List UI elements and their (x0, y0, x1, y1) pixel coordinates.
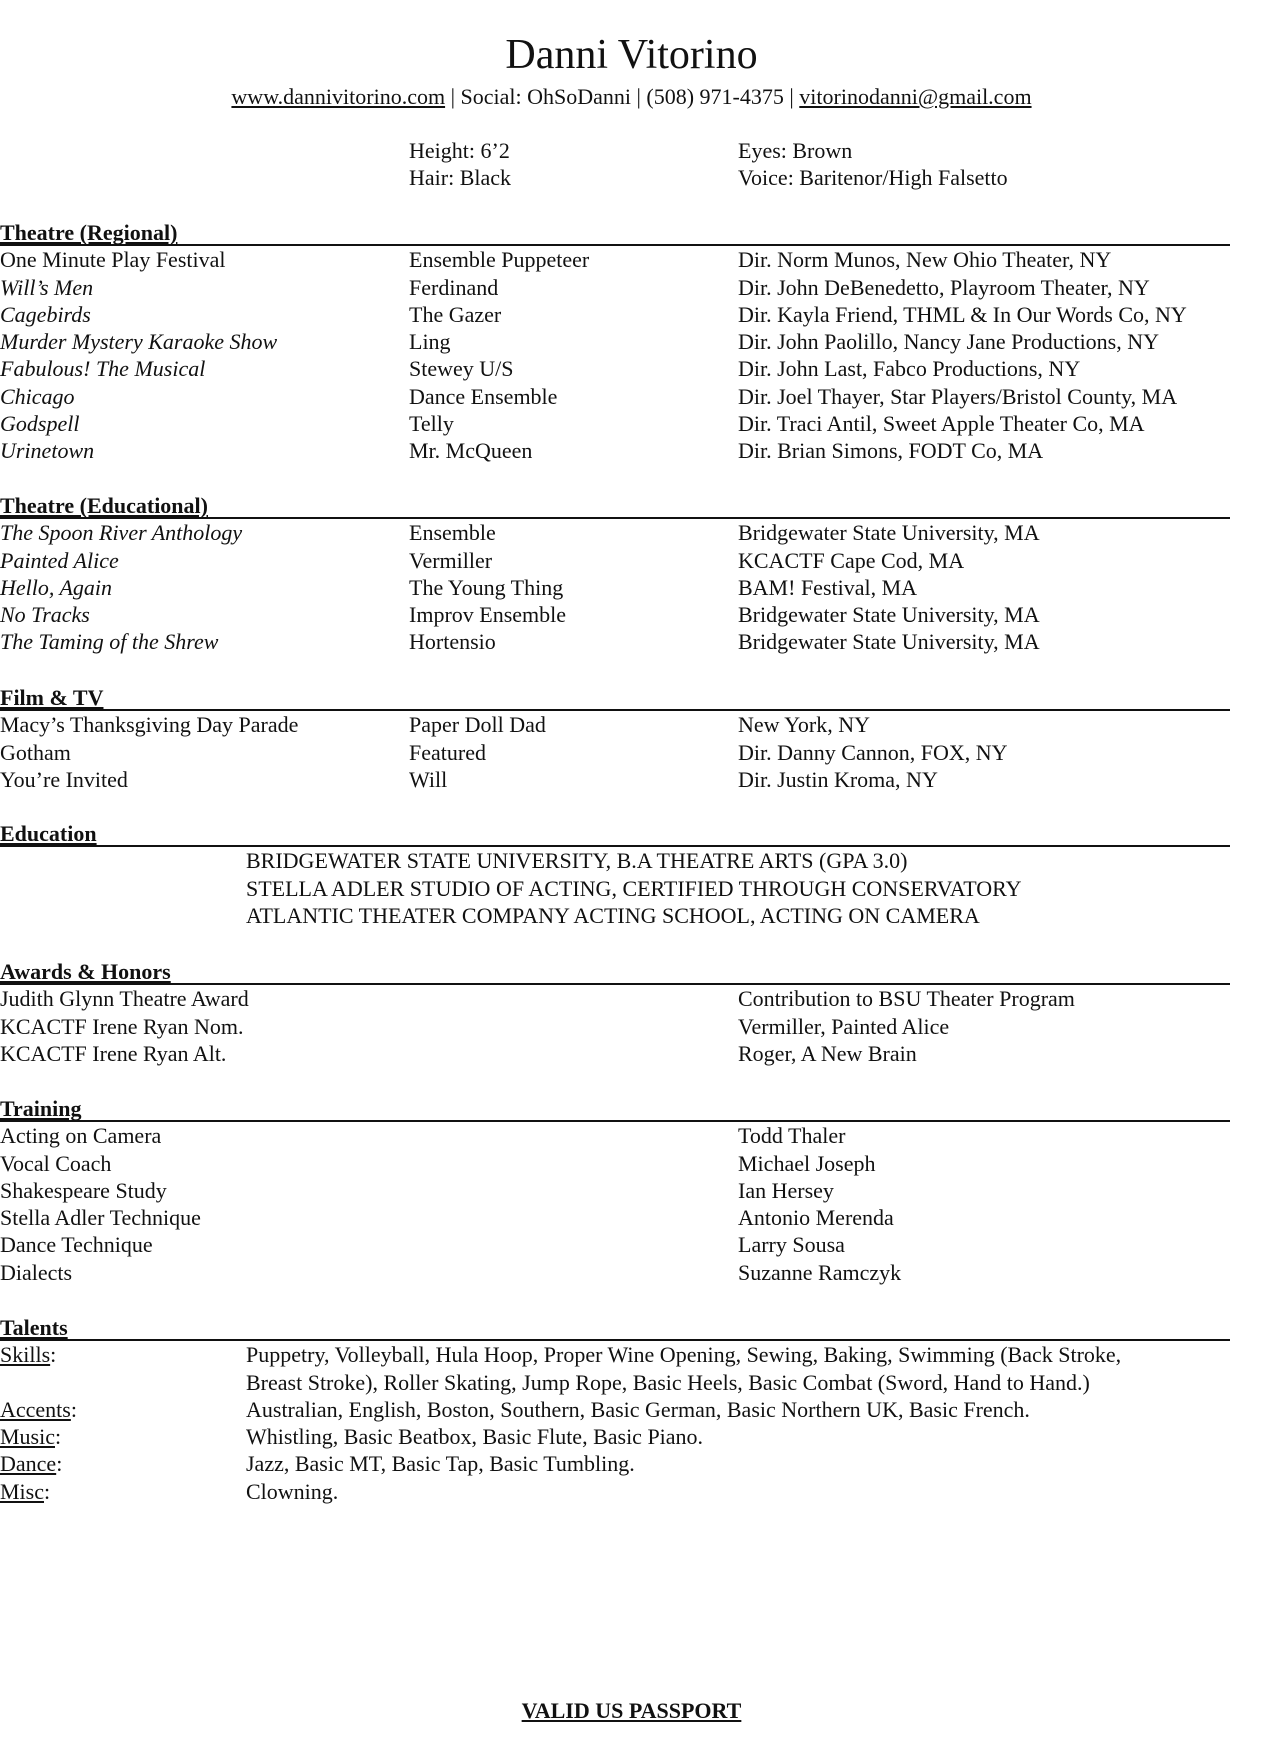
table-row (0, 739, 1230, 766)
entry-title: Macy’s Thanksgiving Day Parade (0, 712, 299, 738)
talent-value: Clowning. (246, 1478, 339, 1504)
table-row (0, 1150, 1230, 1177)
entry-role: Hortensio (409, 629, 496, 655)
colon: : (44, 1478, 51, 1504)
eyes: Eyes: Brown (738, 138, 853, 163)
entry-title: Shakespeare Study (0, 1177, 167, 1203)
entry-title: Cagebirds (0, 301, 91, 327)
entry-detail: Vermiller, Painted Alice (738, 1013, 950, 1039)
list-item (0, 1450, 1230, 1477)
entry-detail: Ian Hersey (738, 1177, 834, 1203)
table-row (0, 301, 1230, 328)
section-heading: Talents (0, 1314, 1230, 1341)
talent-label (0, 1341, 56, 1368)
talent-label (0, 1423, 61, 1450)
list-item (0, 1341, 1230, 1368)
voice: Voice: Baritenor/High Falsetto (738, 165, 1008, 191)
talent-value: Australian, English, Boston, Southern, Basic German, Basic Northern UK, Basic French. (246, 1396, 1030, 1422)
entry-detail: Dir. John Last, Fabco Productions, NY (738, 356, 1081, 382)
table-row (0, 410, 1230, 437)
section-theatre-educational (0, 492, 1230, 656)
entry-detail: BAM! Festival, MA (738, 574, 918, 600)
talent-label-text: Music (0, 1424, 55, 1450)
list-item (0, 1423, 1230, 1450)
entry-title: Judith Glynn Theatre Award (0, 986, 249, 1012)
entry-title: Dialects (0, 1259, 73, 1285)
table-row (0, 383, 1230, 410)
entry-role: Ferdinand (409, 274, 499, 300)
talent-label-text: Dance (0, 1451, 57, 1477)
entry-role: The Young Thing (409, 574, 564, 600)
entry-title: Godspell (0, 411, 80, 437)
table-row (0, 711, 1230, 738)
table-row (0, 1040, 1230, 1067)
entry-role: Improv Ensemble (409, 602, 567, 628)
section-training (0, 1095, 1230, 1286)
table-row (0, 902, 1230, 929)
entry-detail: Dir. John Paolillo, Nancy Jane Productions, NY (738, 329, 1160, 355)
section-heading: Theatre (Regional) (0, 219, 1230, 246)
table-row (0, 274, 1230, 301)
entry-detail: Roger, A New Brain (738, 1040, 917, 1066)
entry-role: Ensemble Puppeteer (409, 247, 590, 273)
separator: | (445, 84, 461, 109)
entry-title: The Taming of the Shrew (0, 629, 219, 655)
entry-title: No Tracks (0, 602, 90, 628)
talent-value: Puppetry, Volleyball, Hula Hoop, Proper Wine Opening, Sewing, Baking, Swimming (Back Stroke, (246, 1342, 1122, 1368)
education-entry: ATLANTIC THEATER COMPANY ACTING SCHOOL, ACTING ON CAMERA (246, 902, 980, 928)
entry-title: Vocal Coach (0, 1150, 112, 1176)
entry-role: Stewey U/S (409, 356, 514, 382)
entry-role: Will (409, 766, 448, 792)
table-row (0, 1177, 1230, 1204)
talent-label (0, 1450, 62, 1477)
table-row (0, 601, 1230, 628)
table-row (0, 246, 1230, 273)
entry-role: Paper Doll Dad (409, 712, 546, 738)
entry-detail: Bridgewater State University, MA (738, 629, 1040, 655)
physical-stats (0, 137, 1263, 192)
entry-detail: New York, NY (738, 712, 871, 738)
table-row (0, 766, 1230, 793)
entry-detail: Dir. Norm Munos, New Ohio Theater, NY (738, 247, 1112, 273)
colon: : (56, 1451, 63, 1477)
entry-role: Featured (409, 739, 486, 765)
entry-detail: Dir. Danny Cannon, FOX, NY (738, 739, 1008, 765)
table-row (0, 1122, 1230, 1149)
entry-title: Chicago (0, 383, 75, 409)
entry-title: Murder Mystery Karaoke Show (0, 329, 278, 355)
resume-name: Danni Vitorino (505, 32, 758, 78)
table-row (0, 437, 1230, 464)
entry-detail: Dir. Brian Simons, FODT Co, MA (738, 438, 1044, 464)
talent-label-text: Misc (0, 1478, 44, 1504)
section-theatre-regional (0, 219, 1230, 465)
website-link[interactable]: www.dannivitorino.com (231, 84, 446, 109)
entry-detail: Dir. John DeBenedetto, Playroom Theater, NY (738, 274, 1150, 300)
entry-title: The Spoon River Anthology (0, 520, 243, 546)
entry-detail: Dir. Kayla Friend, THML & In Our Words Co, NY (738, 301, 1187, 327)
entry-detail: Todd Thaler (738, 1123, 846, 1149)
separator: | (783, 84, 800, 109)
entry-title: Gotham (0, 739, 71, 765)
table-row (0, 1013, 1230, 1040)
entry-title: Painted Alice (0, 547, 119, 573)
section-heading: Awards & Honors (0, 958, 1230, 985)
table-row (0, 628, 1230, 655)
talent-value: Jazz, Basic MT, Basic Tap, Basic Tumbling. (246, 1451, 635, 1477)
section-education (0, 820, 1230, 929)
entry-detail: Michael Joseph (738, 1150, 876, 1176)
section-awards-honors (0, 958, 1230, 1067)
section-heading: Training (0, 1095, 1230, 1122)
phone-number: (508) 971-4375 (646, 84, 784, 109)
talent-label-text: Accents (0, 1396, 71, 1422)
education-entry: STELLA ADLER STUDIO OF ACTING, CERTIFIED THROUGH CONSERVATORY (246, 875, 1022, 901)
entry-title: One Minute Play Festival (0, 247, 226, 273)
section-film-tv (0, 684, 1230, 793)
entry-detail: Bridgewater State University, MA (738, 602, 1040, 628)
section-heading: Education (0, 820, 1230, 847)
entry-title: Dance Technique (0, 1232, 153, 1258)
entry-title: Will’s Men (0, 274, 94, 300)
entry-title: KCACTF Irene Ryan Alt. (0, 1040, 227, 1066)
table-row (0, 985, 1230, 1012)
table-row (0, 547, 1230, 574)
education-entry: BRIDGEWATER STATE UNIVERSITY, B.A THEATRE ARTS (GPA 3.0) (246, 848, 908, 874)
table-row (0, 1259, 1230, 1286)
passport-note: VALID US PASSPORT (521, 1698, 742, 1723)
entry-detail: Dir. Justin Kroma, NY (738, 766, 938, 792)
table-row (0, 1204, 1230, 1231)
entry-title: Acting on Camera (0, 1123, 162, 1149)
entry-role: Ling (409, 329, 451, 355)
entry-detail: Contribution to BSU Theater Program (738, 986, 1075, 1012)
table-row (0, 847, 1230, 874)
entry-detail: KCACTF Cape Cod, MA (738, 547, 965, 573)
hair: Hair: Black (409, 165, 512, 191)
entry-role: Telly (409, 411, 454, 437)
colon: : (50, 1342, 57, 1368)
list-item (0, 1396, 1230, 1423)
entry-role: Mr. McQueen (409, 438, 533, 464)
table-row (0, 355, 1230, 382)
entry-title: Hello, Again (0, 574, 113, 600)
table-row (0, 574, 1230, 601)
table-row (0, 1231, 1230, 1258)
separator: | (630, 84, 647, 109)
entry-title: You’re Invited (0, 766, 128, 792)
colon: : (70, 1396, 77, 1422)
contact-line (0, 83, 1263, 111)
entry-detail: Antonio Merenda (738, 1205, 894, 1231)
email-link[interactable]: vitorinodanni@gmail.com (799, 84, 1032, 109)
entry-title: KCACTF Irene Ryan Nom. (0, 1013, 244, 1039)
social-handle: Social: OhSoDanni (460, 84, 631, 109)
entry-role: Ensemble (409, 520, 496, 546)
entry-role: The Gazer (409, 301, 502, 327)
talent-label (0, 1396, 77, 1423)
section-heading: Theatre (Educational) (0, 492, 1230, 519)
height: Height: 6’2 (409, 138, 510, 163)
entry-detail: Suzanne Ramczyk (738, 1259, 902, 1285)
table-row (0, 875, 1230, 902)
list-item (0, 1369, 1230, 1396)
table-row (0, 519, 1230, 546)
entry-detail: Dir. Joel Thayer, Star Players/Bristol County, MA (738, 383, 1178, 409)
entry-detail: Larry Sousa (738, 1232, 845, 1258)
entry-role: Dance Ensemble (409, 383, 558, 409)
section-heading: Film & TV (0, 684, 1230, 711)
entry-title: Fabulous! The Musical (0, 356, 206, 382)
talent-value: Whistling, Basic Beatbox, Basic Flute, Basic Piano. (246, 1424, 704, 1450)
entry-detail: Dir. Traci Antil, Sweet Apple Theater Co, MA (738, 411, 1145, 437)
entry-detail: Bridgewater State University, MA (738, 520, 1040, 546)
entry-title: Stella Adler Technique (0, 1205, 201, 1231)
section-talents (0, 1314, 1230, 1505)
entry-title: Urinetown (0, 438, 95, 464)
talent-value: Breast Stroke), Roller Skating, Jump Rope, Basic Heels, Basic Combat (Sword, Hand to Hand.) (246, 1369, 1090, 1395)
colon: : (55, 1424, 62, 1450)
list-item (0, 1478, 1230, 1505)
talent-label-text: Skills (0, 1342, 51, 1368)
table-row (0, 328, 1230, 355)
entry-role: Vermiller (409, 547, 493, 573)
talent-label (0, 1478, 50, 1505)
